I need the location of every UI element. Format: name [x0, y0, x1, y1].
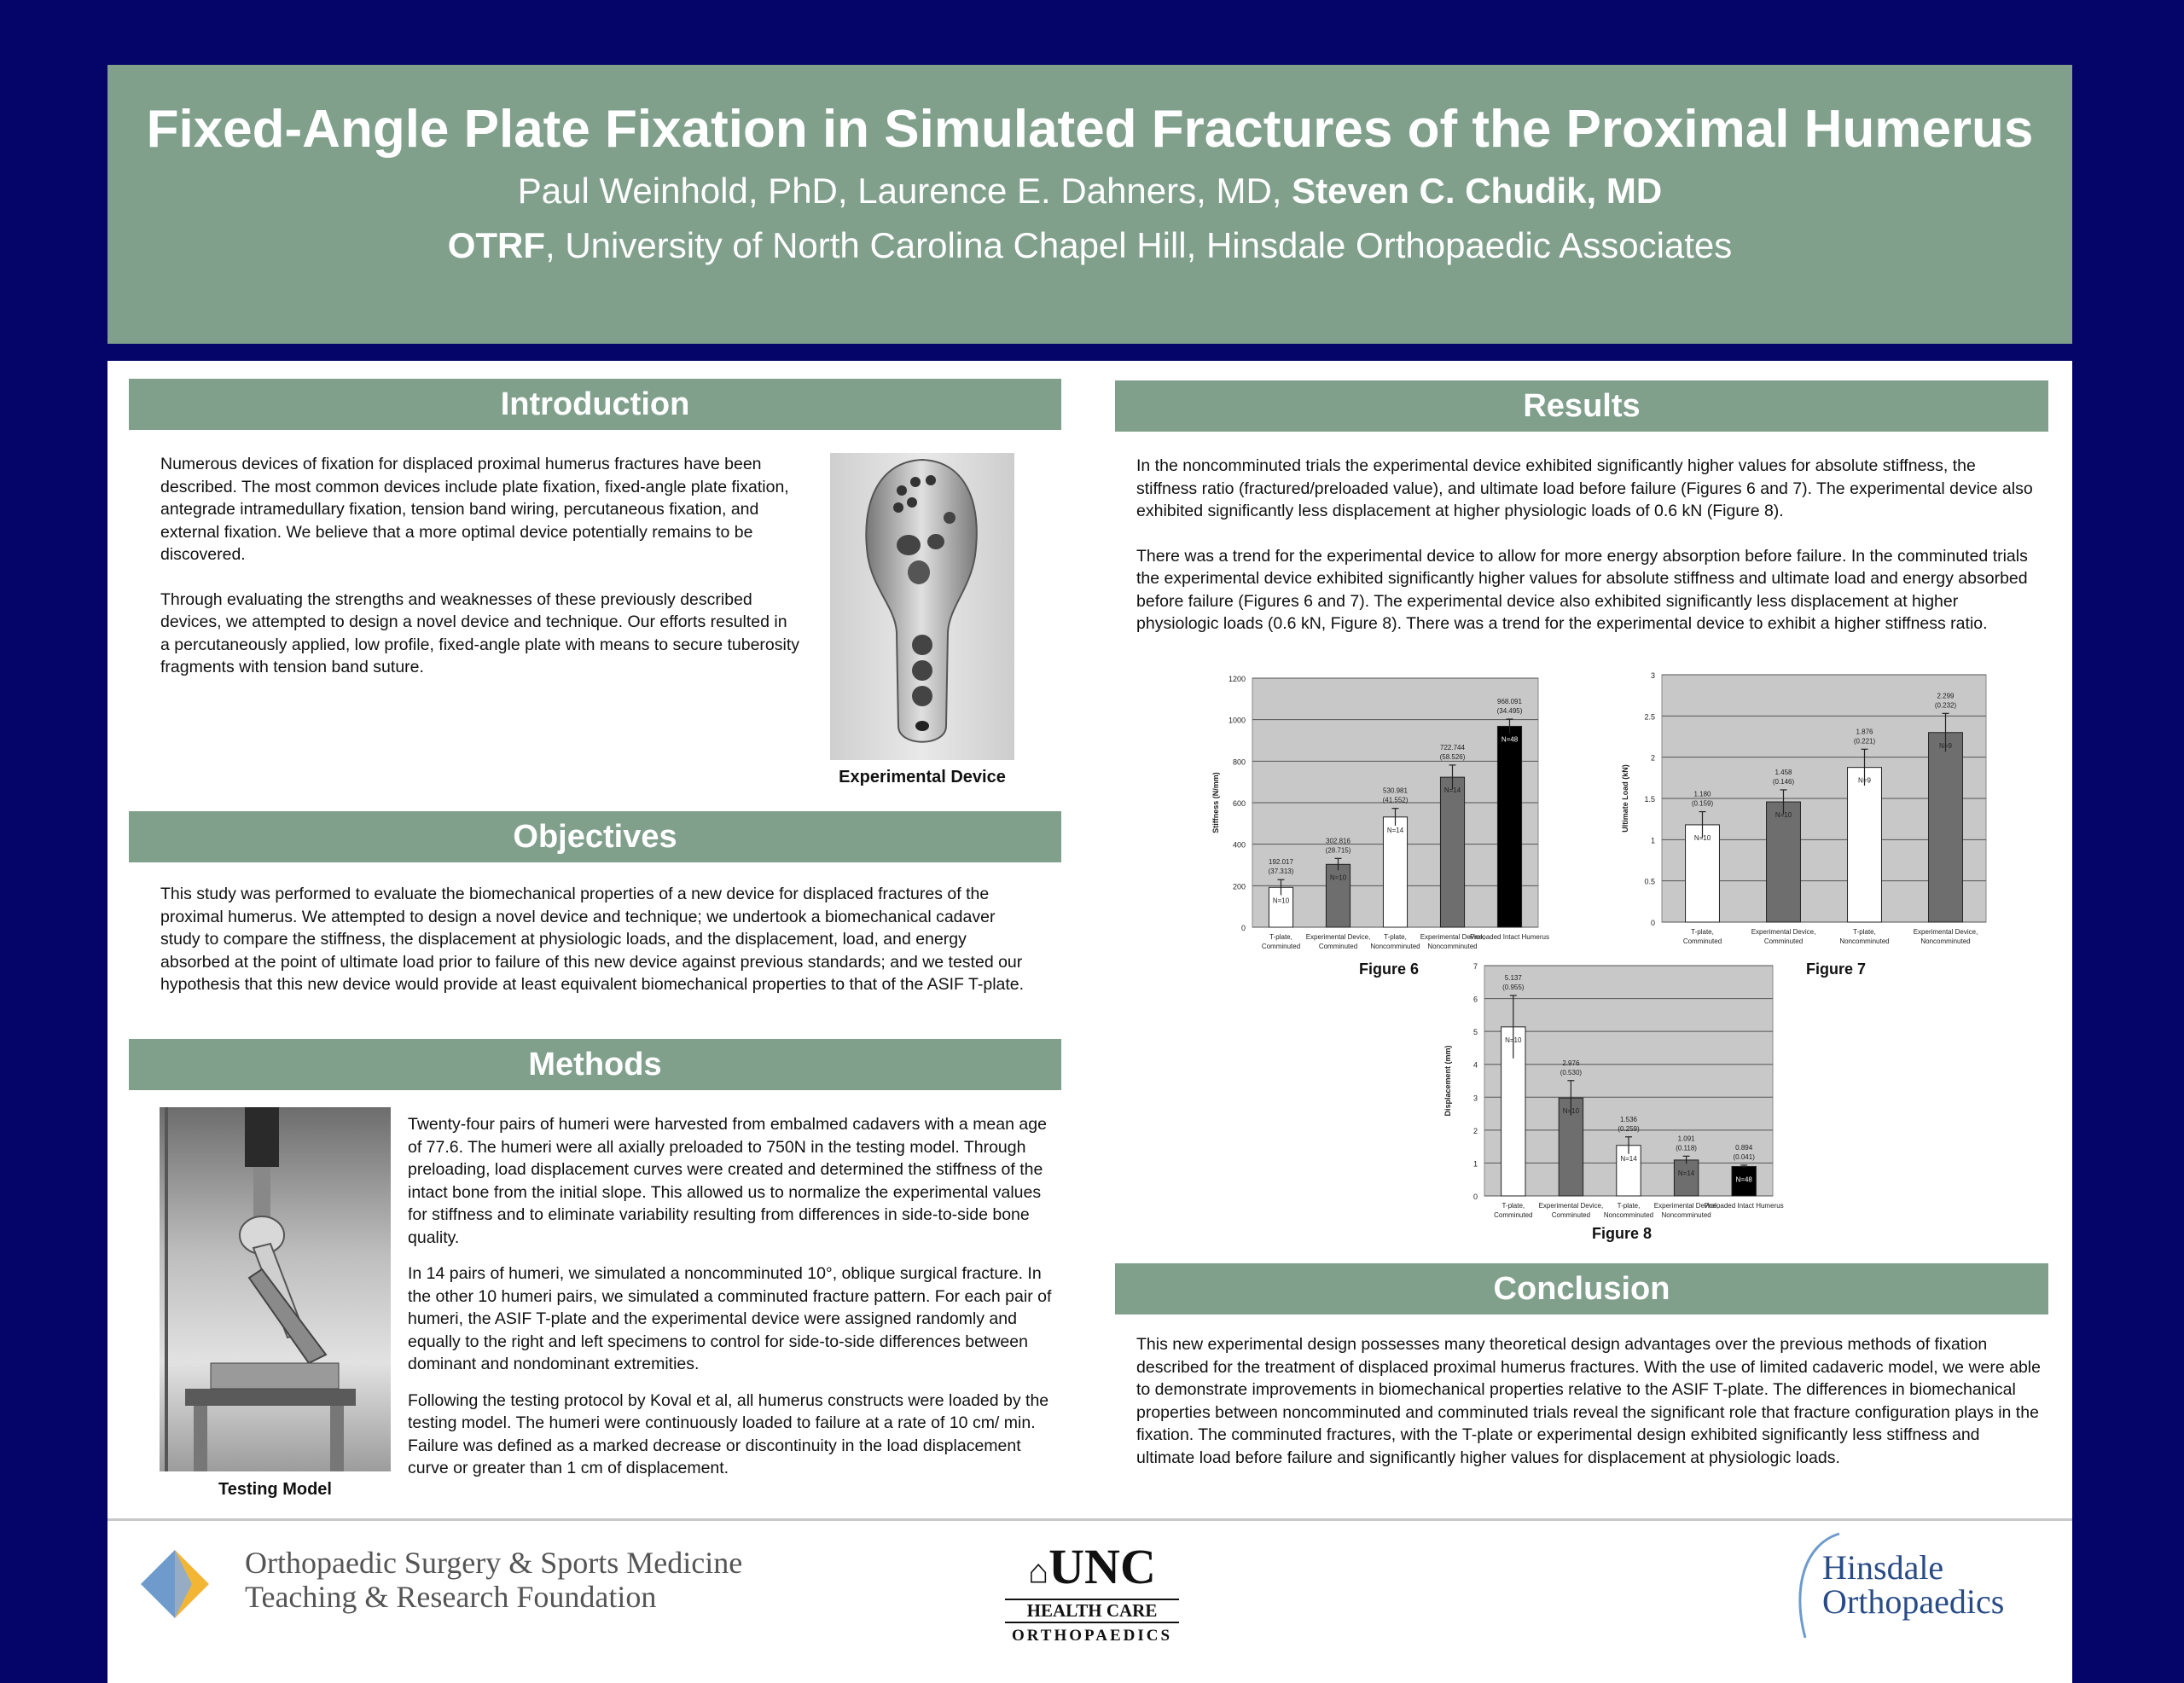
bar-value-label: 1.180 — [1693, 790, 1711, 798]
unc-logo — [1005, 1539, 1179, 1645]
y-tick-label: 1 — [1650, 836, 1655, 845]
y-tick-label: 400 — [1232, 840, 1246, 850]
results-heading: Results — [1115, 380, 2048, 432]
hinsdale-logo-text — [1822, 1548, 2005, 1621]
affil-bold: OTRF — [447, 225, 545, 265]
authors-line — [107, 164, 2072, 218]
bar-n-label: N=10 — [1272, 897, 1290, 905]
bar — [1674, 1160, 1698, 1196]
y-tick-label: 1200 — [1228, 675, 1246, 683]
x-tick-label: Noncomminuted — [1370, 943, 1420, 950]
y-axis-label: Stiffness (N/mm) — [1211, 772, 1220, 833]
bar-n-label: N=9 — [1858, 776, 1871, 785]
bar-error-label: (0.146) — [1772, 777, 1795, 786]
bar-value-label: 1.458 — [1774, 768, 1792, 776]
x-tick-label: T-plate, — [1502, 1202, 1525, 1210]
bar-n-label: N=10 — [1562, 1107, 1580, 1116]
figure-7-chart — [1621, 670, 2013, 960]
methods-paragraph-1: Twenty-four pairs of humeri were harvested from embalmed cadavers with a mean age of 77.6. The humeri were all axially preloaded to 750N in the testing model. Through preloading, load displacement curves were created and determined the stiffness of the intact bone from the initial slope. This allowed us to normalize the experimental values for stiffness and to eliminate variability resulting from differences in side-to-side bone quality. — [408, 1115, 1047, 1247]
bar-error-label: (0.041) — [1733, 1152, 1755, 1161]
y-tick-label: 2 — [1472, 1126, 1478, 1135]
y-tick-label: 7 — [1472, 962, 1478, 971]
x-tick-label: Experimental Device, — [1420, 933, 1485, 941]
bar — [1497, 726, 1521, 927]
conclusion-paragraph-1: This new experimental design possesses many theoretical design advantages over the previous methods of fixation described for the treatment of displaced proximal humerus fractures. With the use of limited cadaveric model, we were able to demonstrate improvements in biomechanical properties relative to the ASIF T-plate. The differences in biomechanical properties between noncomminuted and comminuted trials reveal the significant role that fracture configuration plays in the fixation. The comminuted fractures, with the T-plate or experimental design exhibited significantly less stiffness and ultimate load before failure and significantly higher values for displacement at physiologic loads. — [1136, 1335, 2041, 1467]
authors-bold: Steven C. Chudik, MD — [1292, 171, 1663, 211]
bar-n-label: N=10 — [1505, 1036, 1522, 1044]
otrf-logo-icon — [141, 1550, 235, 1618]
x-tick-label: T-plate, — [1853, 928, 1876, 936]
conclusion-text — [1136, 1333, 2041, 1491]
bar-error-label: (0.221) — [1853, 737, 1876, 746]
unc-logo-main — [1005, 1539, 1179, 1597]
figure-6-chart — [1210, 670, 1568, 960]
affiliations-line — [107, 218, 2072, 273]
experimental-device-caption: Experimental Device — [839, 768, 1006, 786]
bar-n-label: N=14 — [1677, 1169, 1695, 1177]
y-tick-label: 5 — [1472, 1028, 1478, 1037]
testing-model-image — [160, 1107, 391, 1471]
bar-error-label: (0.259) — [1618, 1124, 1640, 1133]
bar-error-label: (0.955) — [1502, 984, 1525, 992]
bar-error-label: (0.159) — [1691, 799, 1714, 808]
x-tick-label: Experimental Device, — [1913, 928, 1978, 936]
bar-value-label: 5.137 — [1504, 974, 1522, 983]
y-tick-label: 0.5 — [1644, 877, 1655, 886]
y-tick-label: 1000 — [1228, 716, 1246, 725]
x-tick-label: Preloaded Intact Humerus — [1704, 1202, 1784, 1210]
bar-error-label: (34.495) — [1496, 707, 1523, 716]
objectives-heading: Objectives — [129, 811, 1061, 862]
x-tick-label: T-plate, — [1617, 1202, 1641, 1210]
introduction-paragraph-2: Through evaluating the strengths and weaknesses of these previously described devices, we attempted to design a novel device and technique. Our efforts resulted in a percutaneously applied, low profile, fixed-angle plate with means to secure tuberosity fragments with tension band suture. — [160, 589, 800, 676]
unc-logo-wordmark: UNC — [1048, 1539, 1156, 1594]
x-tick-label: Experimental Device, — [1538, 1202, 1604, 1210]
y-tick-label: 2.5 — [1644, 712, 1655, 722]
y-tick-label: 4 — [1472, 1060, 1478, 1070]
footer-divider — [107, 1518, 2072, 1521]
results-text — [1136, 455, 2041, 658]
x-tick-label: Comminuted — [1261, 943, 1301, 950]
x-tick-label: Noncomminuted — [1603, 1211, 1654, 1219]
poster-title: Fixed-Angle Plate Fixation in Simulated Fractures of the Proximal Humerus — [146, 100, 2034, 159]
bar — [1848, 768, 1882, 922]
objectives-text — [160, 883, 1035, 1019]
x-tick-label: T-plate, — [1384, 933, 1407, 941]
x-tick-label: Comminuted — [1682, 937, 1722, 945]
y-tick-label: 200 — [1232, 882, 1246, 891]
otrf-logo-line-2: Teaching & Research Foundation — [245, 1580, 657, 1614]
results-paragraph-1: In the noncomminuted trials the experimental device exhibited significantly higher values for absolute stiffness, the stiffness ratio (fractured/preloaded value), and ultimate load before failure (Figures 6 and 7). The experimental device also exhibited significantly less displacement at higher physiologic loads of 0.6 kN (Figure 8). — [1136, 456, 2033, 520]
bar-n-label: N=48 — [1735, 1175, 1752, 1184]
x-tick-label: Experimental Device, — [1653, 1202, 1719, 1210]
bar-value-label: 1.876 — [1856, 728, 1873, 736]
bar — [1767, 802, 1801, 922]
x-tick-label: Noncomminuted — [1920, 937, 1971, 945]
introduction-text — [160, 453, 800, 701]
bar-n-label: N=9 — [1939, 741, 1952, 750]
x-tick-label: Comminuted — [1494, 1211, 1533, 1219]
methods-text — [408, 1113, 1056, 1480]
x-tick-label: Comminuted — [1551, 1211, 1591, 1219]
bar-value-label: 302.816 — [1326, 837, 1350, 845]
x-tick-label: Preloaded Intact Humerus — [1470, 933, 1549, 941]
bar-value-label: 2.976 — [1562, 1059, 1580, 1067]
figure-8-caption: Figure 8 — [1592, 1225, 1653, 1242]
bar-n-label: N=14 — [1443, 786, 1461, 795]
bar-n-label: N=14 — [1620, 1154, 1637, 1163]
y-axis-label: Displacement (mm) — [1443, 1045, 1452, 1117]
x-tick-label: Experimental Device, — [1305, 933, 1371, 941]
bar-error-label: (0.232) — [1934, 701, 1957, 710]
objectives-paragraph-1: This study was performed to evaluate the biomechanical properties of a new device for displaced fractures of the proximal humerus. We attempted to design a novel device and technique; we undertook a biomechanical cadaver study to compare the stiffness, the displacement at physiologic loads, and the displacement, load, and energy absorbed at the point of ultimate load prior to failure of this new device against previous standards; and we tested our hypothesis that this new device would provide at least equivalent biomechanical properties to that of the ASIF T-plate. — [160, 885, 1025, 994]
bar-value-label: 530.981 — [1383, 786, 1408, 795]
bar-error-label: (41.552) — [1382, 796, 1409, 804]
bar — [1929, 733, 1963, 922]
x-tick-label: Comminuted — [1763, 937, 1804, 945]
methods-paragraph-3: Following the testing protocol by Koval et al, all humerus constructs were loaded by the testing model. The humeri were continuously loaded to failure at a rate of 10 cm/ min. Failure was defined as a marked decrease or discontinuity in the load displacement curve or greater than 1 cm of displacement. — [408, 1390, 1049, 1477]
hinsdale-logo-line-1: Hinsdale — [1822, 1548, 1944, 1587]
y-tick-label: 1.5 — [1644, 795, 1655, 804]
bar-error-label: (28.715) — [1325, 846, 1351, 855]
affil-regular: , University of North Carolina Chapel Hill, Hinsdale Orthopaedic Associates — [545, 225, 1733, 265]
testing-model-caption: Testing Model — [218, 1480, 332, 1499]
methods-heading: Methods — [129, 1039, 1061, 1090]
bar-n-label: N=10 — [1329, 873, 1347, 882]
bar-n-label: N=14 — [1386, 826, 1404, 834]
bar-value-label: 192.017 — [1269, 858, 1293, 867]
figure-7-caption: Figure 7 — [1806, 960, 1867, 978]
y-tick-label: 800 — [1232, 757, 1246, 767]
old-well-icon: ⌂ — [1028, 1552, 1049, 1591]
bar-value-label: 1.091 — [1677, 1135, 1695, 1143]
bar-error-label: (0.530) — [1560, 1068, 1583, 1077]
y-tick-label: 0 — [1240, 924, 1246, 932]
introduction-paragraph-1: Numerous devices of fixation for displaced proximal humerus fractures have been described. The most common devices include plate fixation, fixed-angle plate fixation, antegrade intramedullary fixation, tension band wiring, percutaneous fixation, and external fixation. We believe that a more optimal device potentially remains to be discovered. — [160, 455, 789, 564]
testing-rig-illustration — [160, 1107, 391, 1471]
otrf-logo-line-1: Orthopaedic Surgery & Sports Medicine — [245, 1546, 743, 1580]
bar-value-label: 0.894 — [1735, 1143, 1753, 1152]
otrf-logo-text — [245, 1546, 742, 1614]
y-tick-label: 6 — [1472, 995, 1478, 1004]
x-tick-label: T-plate, — [1269, 933, 1292, 941]
introduction-heading: Introduction — [129, 379, 1061, 430]
authors-regular: Paul Weinhold, PhD, Laurence E. Dahners, MD, — [517, 171, 1292, 211]
x-tick-label: Comminuted — [1318, 943, 1358, 950]
bar-value-label: 968.091 — [1497, 698, 1522, 706]
x-tick-label: Noncomminuted — [1661, 1211, 1711, 1219]
hinsdale-logo-line-2: Orthopaedics — [1822, 1582, 2005, 1621]
y-axis-label: Ultimate Load (kN) — [1621, 764, 1629, 833]
bar-n-label: N=10 — [1693, 833, 1711, 842]
y-tick-label: 0 — [1472, 1193, 1478, 1201]
y-tick-label: 1 — [1472, 1159, 1478, 1169]
y-tick-label: 3 — [1472, 1094, 1478, 1103]
y-tick-label: 0 — [1650, 919, 1655, 927]
y-tick-label: 600 — [1232, 799, 1246, 808]
experimental-device-image — [830, 453, 1014, 760]
bar-value-label: 1.536 — [1619, 1115, 1638, 1123]
bar-error-label: (58.526) — [1439, 752, 1466, 761]
bar-value-label: 2.299 — [1937, 692, 1955, 700]
x-tick-label: Noncomminuted — [1427, 943, 1478, 950]
unc-logo-line-3: ORTHOPAEDICS — [1011, 1626, 1173, 1645]
y-tick-label: 2 — [1650, 753, 1655, 763]
x-tick-label: Experimental Device, — [1751, 928, 1816, 936]
x-tick-label: T-plate, — [1691, 928, 1714, 936]
figure-6-caption: Figure 6 — [1359, 960, 1420, 978]
bar-n-label: N=48 — [1501, 735, 1519, 744]
x-tick-label: Noncomminuted — [1839, 937, 1890, 945]
bar-error-label: (0.118) — [1676, 1144, 1697, 1152]
results-paragraph-2: There was a trend for the experimental device to allow for more energy absorption before failure. In the comminuted trials the experimental device exhibited significantly higher values for absolute stiffness and ultimate load and energy absorbed before failure (Figures 6 and 7). The experimental device also exhibited significantly less displacement at higher physiologic loads (0.6 kN, Figure 8). There was a trend for the experimental device to exhibit a higher stiffness ratio. — [1136, 546, 2028, 633]
methods-paragraph-2: In 14 pairs of humeri, we simulated a noncomminuted 10°, oblique surgical fracture. In the other 10 humeri pairs, we simulated a comminuted fracture pattern. For each pair of humeri, the ASIF T-plate and the experimental device were assigned randomly and equally to the right and left specimens to control for side-to-side differences between dominant and nondominant extremities. — [408, 1264, 1052, 1373]
bar-n-label: N=10 — [1774, 811, 1792, 820]
y-tick-label: 3 — [1650, 671, 1655, 680]
bar — [1440, 777, 1464, 927]
conclusion-heading: Conclusion — [1115, 1263, 2048, 1314]
unc-logo-line-2: HEALTH CARE — [1005, 1599, 1179, 1623]
figure-8-chart — [1443, 957, 1784, 1228]
bar-value-label: 722.744 — [1440, 743, 1465, 752]
poster-header — [107, 65, 2072, 344]
plate-illustration — [830, 453, 1014, 760]
bar-error-label: (37.313) — [1268, 868, 1294, 876]
